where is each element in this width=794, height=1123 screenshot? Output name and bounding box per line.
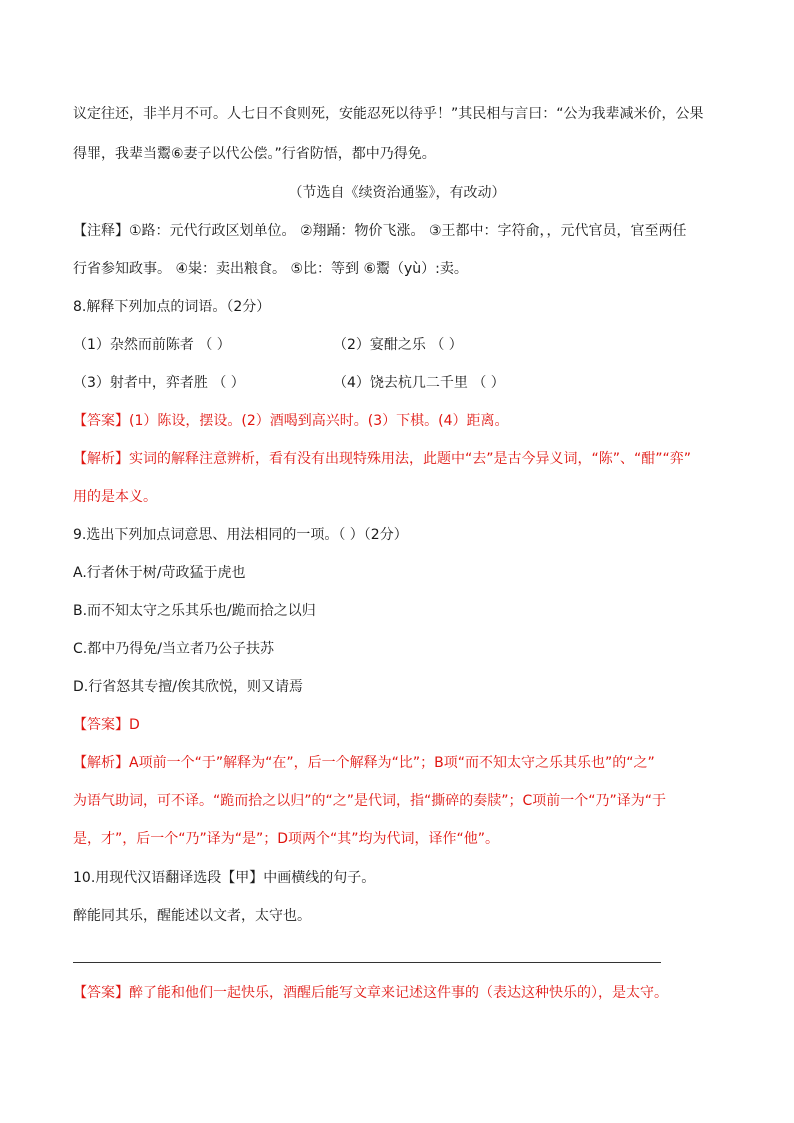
question-10-title: 10.用现代汉语翻译选段【甲】中画横线的句子。 [73,870,376,886]
passage-source: （节选自《续资治通鉴》，有改动） [288,185,506,201]
question-8-item-2: （2）宴酣之乐 （ ） [333,337,463,353]
question-9-option-d: D.行省怒其专擅/俟其欣悦，则又请焉 [73,679,303,695]
question-8-answer: 【答案】(1）陈设，摆设。(2）酒喝到高兴时。(3）下棋。(4）距离。 [73,413,509,429]
question-8-item-3: （3）射者中，弈者胜 （ ） [73,375,245,391]
question-8-title: 8.解释下列加点的词语。（2分） [73,299,271,315]
question-9-option-c: C.都中乃得免/当立者乃公子扶苏 [73,641,274,657]
question-10-sentence: 醉能同其乐，醒能述以文者，太守也。 [73,908,311,924]
question-9-analysis-1: 【解析】A项前一个“于”解释为“在”，后一个解释为“比”；B项“而不知太守之乐其乐也”的“之” [73,755,655,771]
question-9-option-b: B.而不知太守之乐其乐也/跪而拾之以归 [73,603,316,619]
question-9-analysis-3: 是，才”，后一个“乃”译为“是”；D项两个“其”均为代词，译作“他”。 [73,831,500,847]
question-9-title: 9.选出下列加点词意思、用法相同的一项。（ ）（2分） [73,527,408,543]
question-9-option-a: A.行者休于树/苛政猛于虎也 [73,565,246,581]
notes-line-2: 行省参知政事。 ④粜：卖出粮食。 ⑤比：等到 ⑥鬻（yù）:卖。 [73,261,468,277]
question-8-analysis-1: 【解析】实词的解释注意辨析，看有没有出现特殊用法，此题中“去”是古今异义词，“陈”、“酣”“弈” [73,451,692,467]
question-8-item-1: （1）杂然而前陈者 （ ） [73,337,231,353]
passage-line-1: 议定往还，非半月不可。人七日不食则死，安能忍死以待乎！”其民相与言曰：“公为我辈减米价，公果 [73,106,704,122]
answer-blank-line [73,962,661,963]
question-8-analysis-2: 用的是本义。 [73,489,157,505]
passage-line-2: 得罪，我辈当鬻⑥妻子以代公偿。”行省防悟，都中乃得免。 [73,146,436,162]
question-10-answer: 【答案】醉了能和他们一起快乐，酒醒后能写文章来记述这件事的（表达这种快乐的），是太守。 [73,985,668,1001]
question-9-analysis-2: 为语气助词，可不译。“跪而拾之以归”的“之”是代词，指“撕碎的奏牍”；C项前一个“乃”译为“于 [73,793,667,809]
notes-line-1: 【注释】①路：元代行政区划单位。 ②翔踊：物价飞涨。 ③王都中：字符俞，，元代官员，官至两任 [73,223,687,239]
question-8-item-4: （4）饶去杭几二千里 （ ） [333,375,505,391]
question-9-answer: 【答案】D [73,717,140,733]
